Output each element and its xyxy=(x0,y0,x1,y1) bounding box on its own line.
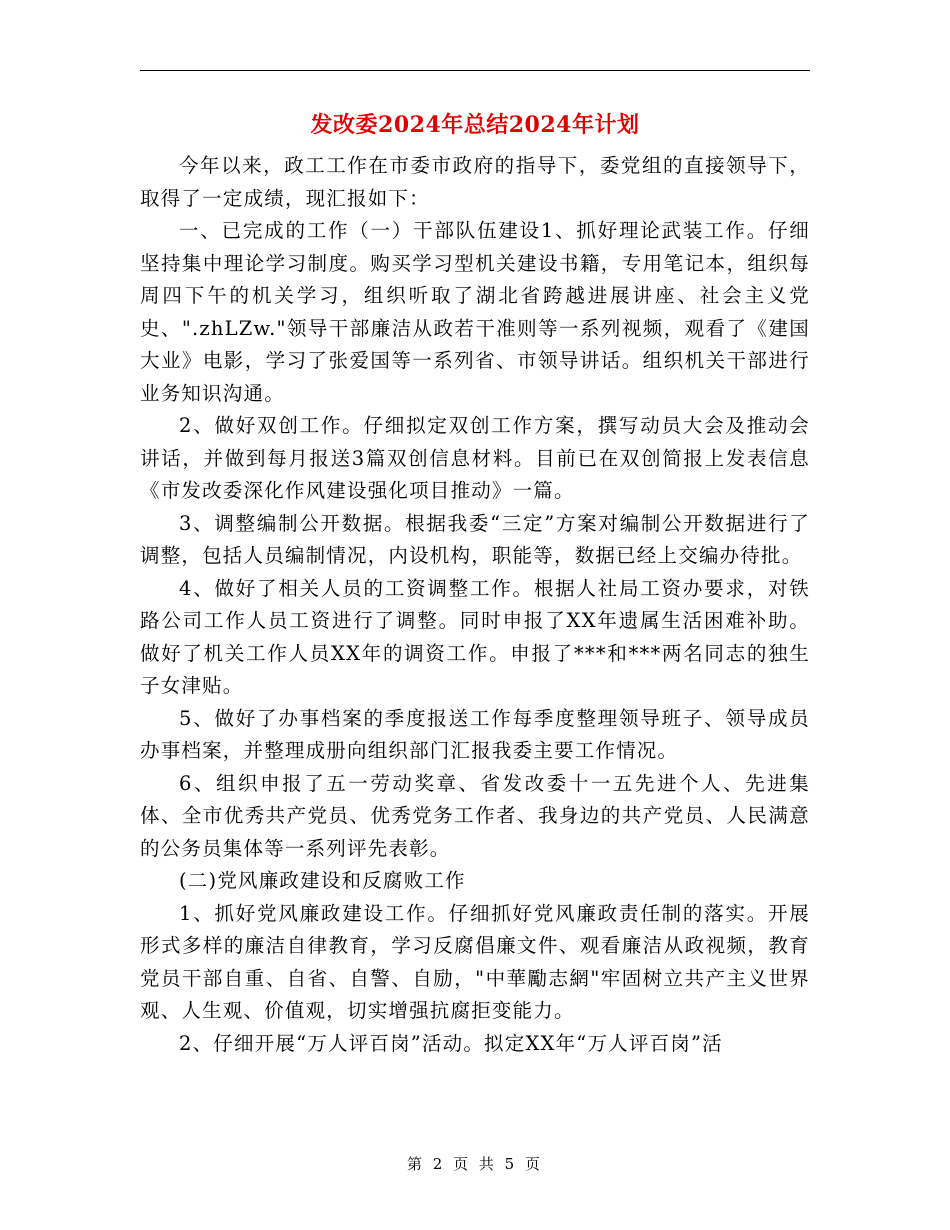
paragraph-item-6: 6、组织申报了五一劳动奖章、省发改委十一五先进个人、先进集体、全市优秀共产党员、优秀党务工作者、我身边的共产党员、人民满意的公务员集体等一系列评先表彰。 xyxy=(140,771,810,860)
document-body xyxy=(140,150,810,1060)
paragraph-item-5: 5、做好了办事档案的季度报送工作每季度整理领导班子、领导成员办事档案，并整理成册向组织部门汇报我委主要工作情况。 xyxy=(140,706,810,762)
page-number-footer: 第 2 页 共 5 页 xyxy=(407,1155,543,1173)
section-heading-two: (二)党风廉政建设和反腐败工作 xyxy=(179,869,466,892)
header-rule xyxy=(140,70,810,71)
paragraph-item-4: 4、做好了相关人员的工资调整工作。根据人社局工资办要求，对铁路公司工作人员工资进行了调整。同时申报了XX年遗属生活困难补助。做好了机关工作人员XX年的调资工作。申报了***和***两名同志的独生子女津贴。 xyxy=(140,576,810,697)
paragraph-item-3: 3、调整编制公开数据。根据我委“三定”方案对编制公开数据进行了调整，包括人员编制情况，内设机构，职能等，数据已经上交编办待批。 xyxy=(140,511,810,567)
paragraph-item-2: 2、做好双创工作。仔细拟定双创工作方案，撰写动员大会及推动会讲话，并做到每月报送3篇双创信息材料。目前已在双创简报上发表信息《市发改委深化作风建设强化项目推动》一篇。 xyxy=(140,414,810,502)
document-title: 发改委2024年总结2024年计划 xyxy=(310,112,640,138)
paragraph-section-two-item-2: 2、仔细开展“万人评百岗”活动。拟定XX年“万人评百岗”活 xyxy=(179,1031,723,1055)
paragraph-section-two-item-1: 1、抓好党风廉政建设工作。仔细抓好党风廉政责任制的落实。开展形式多样的廉洁自律教育，学习反腐倡廉文件、观看廉洁从政视频，教育党员干部自重、自省、自警、自励，"中華勵志網"牢固树立共产主义世界观、人生观、价值观，切实增强抗腐拒变能力。 xyxy=(140,901,810,1022)
paragraph-section-one: 一、已完成的工作（一）干部队伍建设1、抓好理论武装工作。仔细坚持集中理论学习制度。购买学习型机关建设书籍，专用笔记本，组织每周四下午的机关学习，组织听取了湖北省跨越进展讲座、社会主义党史、".zhLZw."领导干部廉洁从政若干准则等一系列视频，观看了《建国大业》电影，学习了张爱国等一系列省、市领导讲话。组织机关干部进行业务知识沟通。 xyxy=(140,219,810,405)
paragraph-intro: 今年以来，政工工作在市委市政府的指导下，委党组的直接领导下，取得了一定成绩，现汇报如下： xyxy=(140,154,810,210)
